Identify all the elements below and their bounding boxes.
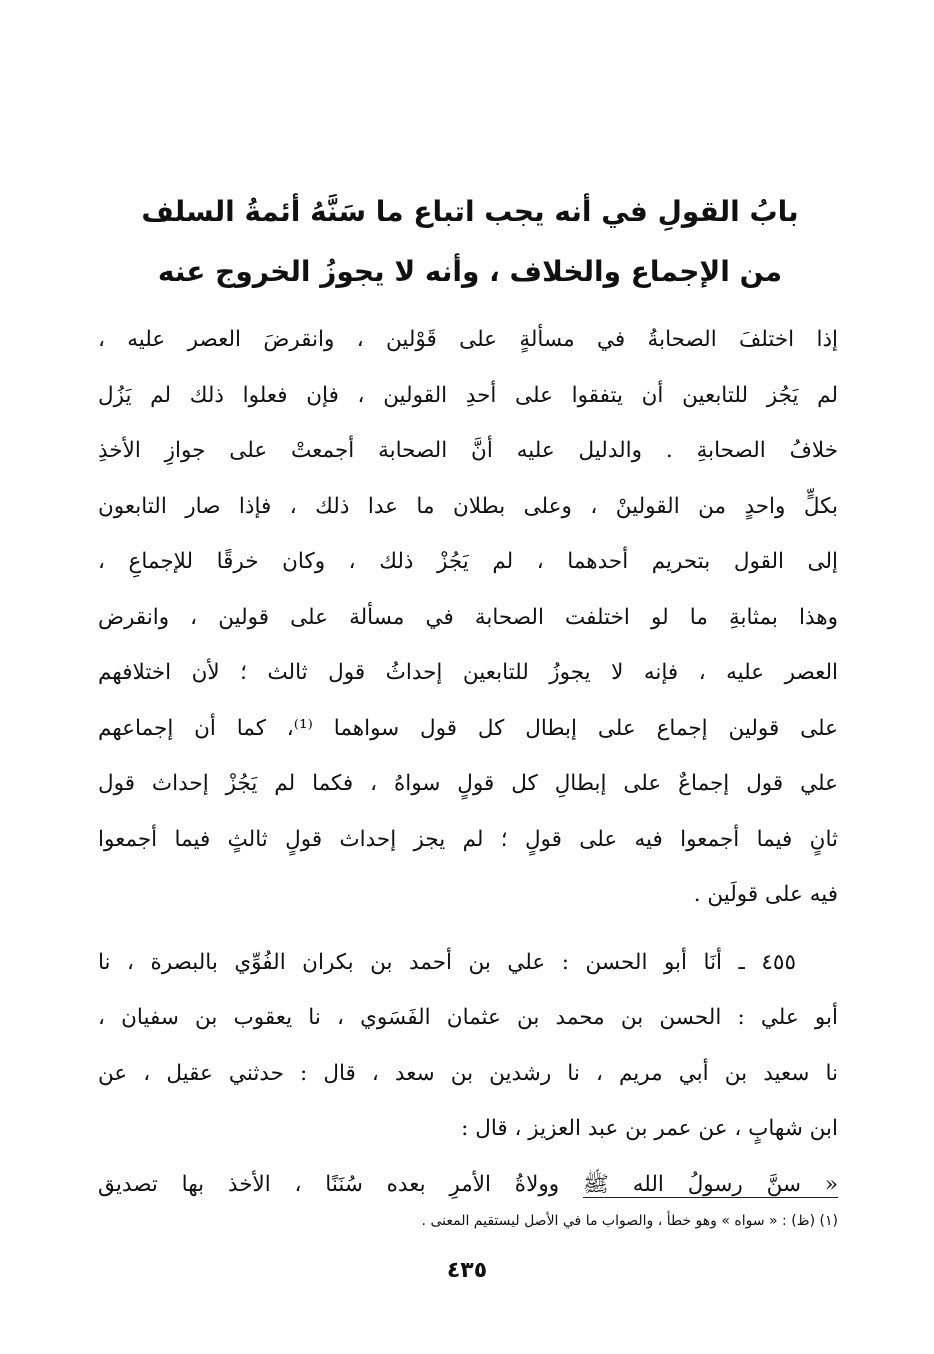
paragraph-gap	[98, 923, 838, 935]
text-line: لم يَجُز للتابعين أن يتفقوا على أحدِ القولين ، فإن فعلوا ذلك لم يَزُل	[98, 382, 838, 408]
text-line: خلافُ الصحابةِ . والدليل عليه أنَّ الصحابة أجمعتْ على جوازِ الأخذِ	[98, 438, 838, 463]
text-line: إذا اختلفَ الصحابةُ في مسألةٍ على قَوْلين ، وانقرضَ العصر عليه ،	[98, 327, 838, 352]
chapter-heading	[90, 182, 850, 302]
text-line: ثانٍ فيما أجمعوا فيه على قولٍ ؛ لم يجز إحداث قولٍ ثالثٍ فيما أجمعوا	[98, 826, 838, 852]
text-line: علي قول إجماعٌ على إبطالِ كل قولٍ سواهُ ، فكما لم يَجُزْ إحداث قول	[98, 771, 838, 796]
text-line: وهذا بمثابةِ ما لو اختلفت الصحابة في مسألة على قولين ، وانقرض	[98, 604, 838, 630]
hadith-number-line: ٤٥٥ ـ أنَا أبو الحسن : علي بن أحمد بن بكران الفُوِّي بالبصرة ، نا	[98, 949, 796, 975]
text-line: نا سعيد بن أبي مريم ، نا رشدين بن سعد ، قال : حدثني عقيل ، عن	[98, 1060, 838, 1086]
text-line: إلى القول بتحريم أحدهما ، لم يَجُزْ ذلك ، وكان خرقًا للإجماعِ ،	[98, 549, 838, 574]
heading-line-2: من الإجماع والخلاف ، وأنه لا يجوزُ الخروج عنه	[157, 255, 783, 288]
text-line: العصر عليه ، فإنه لا يجوزُ للتابعين إحداثُ قول ثالث ؛ لأن اختلافهم	[98, 660, 838, 685]
footnote: (١) (ظ) : « سواه » وهو خطأ ، والصواب ما في الأصل ليستقيم المعنى .	[421, 1213, 838, 1229]
main-text	[98, 312, 838, 1212]
heading-line-1: بابُ القولِ في أنه يجب اتباع ما سَنَّهُ أئمةُ السلف	[141, 195, 799, 228]
text-line: على قولين إجماع على إبطال كل قول سواهما ⁽¹⁾، كما أن إجماعهم	[98, 715, 838, 741]
text-line: « سنَّ رسولُ الله ﷺ وولاةُ الأمرِ بعده سُنَنًا ، الأخذ بها تصديق	[98, 1171, 838, 1197]
footnote-divider	[583, 1197, 838, 1198]
text-line: ابن شهابٍ ، عن عمر بن عبد العزيز ، قال :	[461, 1116, 838, 1141]
page-number: ٤٣٥	[446, 1258, 488, 1283]
text-line: أبو علي : الحسن بن محمد بن عثمان الفَسَوي ، نا يعقوب بن سفيان ،	[98, 1005, 838, 1030]
text-line: بكلٍّ واحدٍ من القولينْ ، وعلى بطلان ما عدا ذلك ، فإذا صار التابعون	[98, 493, 838, 519]
text-line: فيه على قولَين .	[693, 882, 838, 907]
